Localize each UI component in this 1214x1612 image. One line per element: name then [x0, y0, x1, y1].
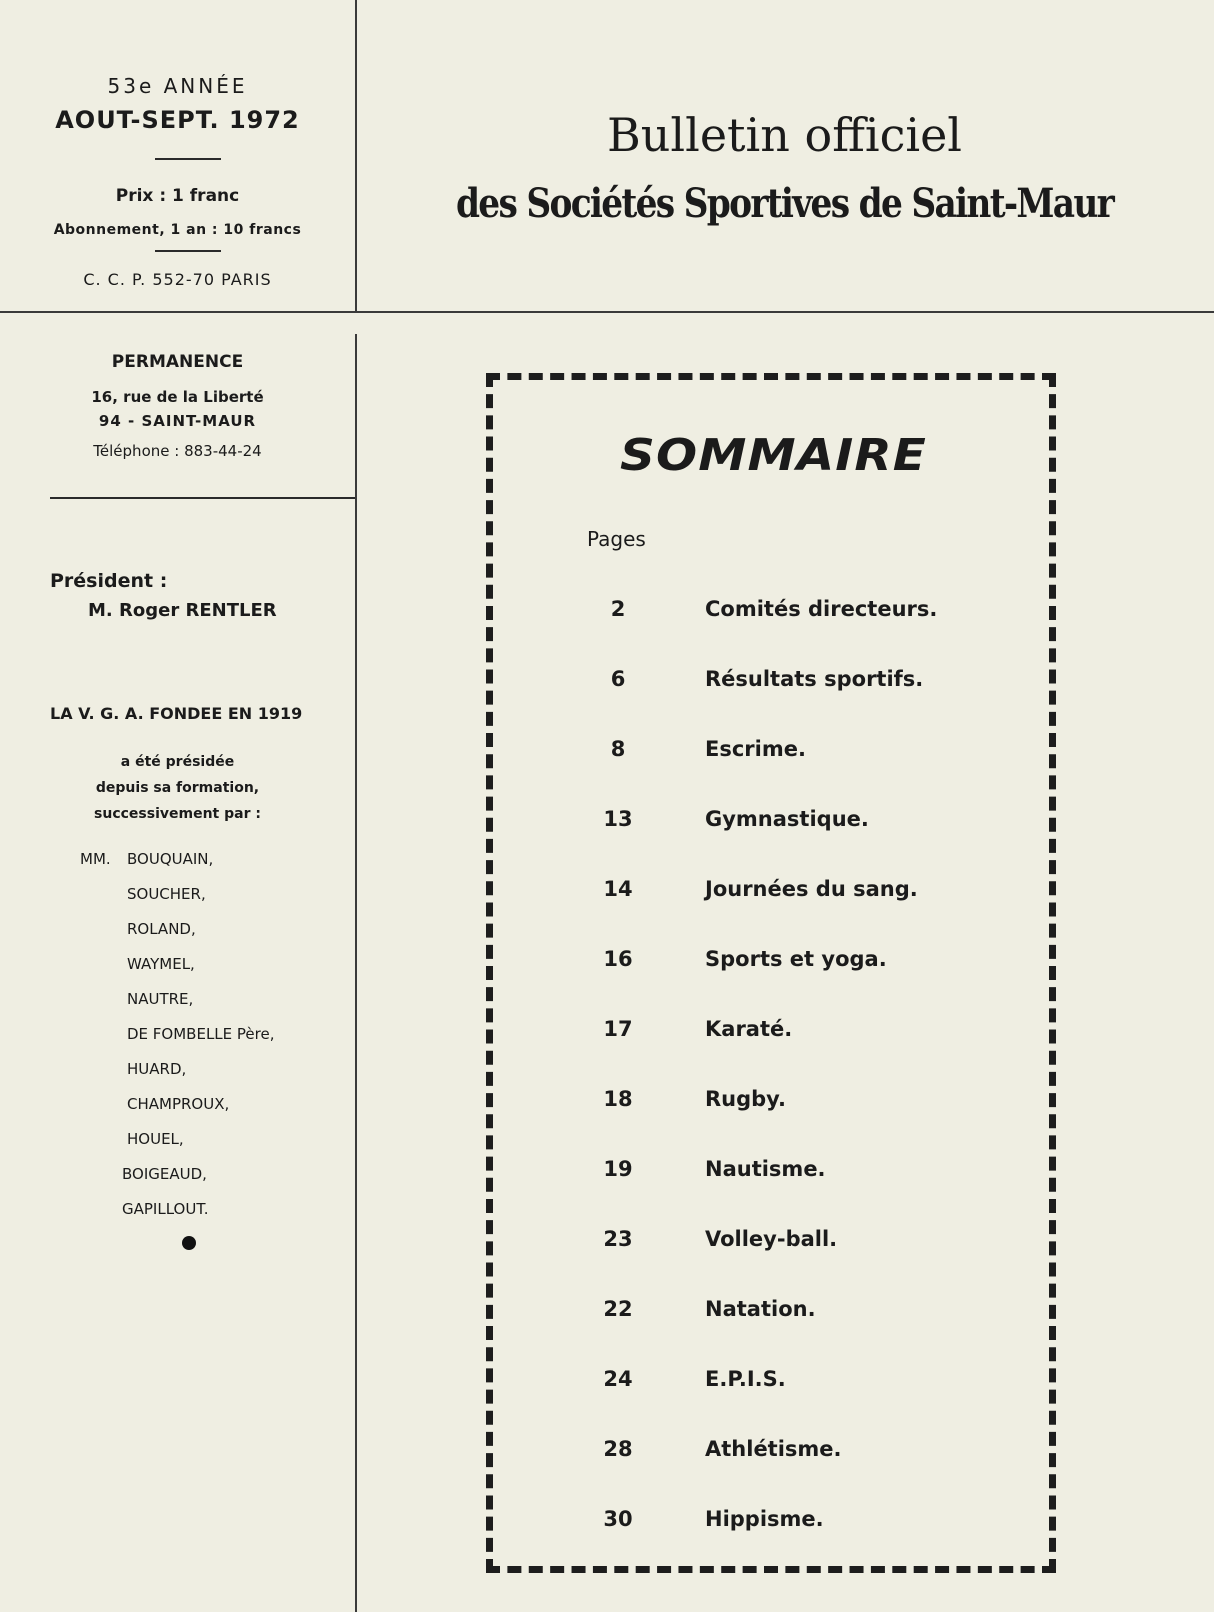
- toc-title: Natation.: [705, 1297, 816, 1321]
- toc-page: 22: [603, 1297, 633, 1321]
- toc-title: Comités directeurs.: [705, 597, 938, 621]
- permanence-divider: [50, 497, 355, 499]
- toc-page: 24: [603, 1367, 633, 1391]
- members-prefix: MM.: [80, 850, 111, 868]
- left-column-divider: [355, 334, 357, 1612]
- history-line-1: a été présidée: [120, 754, 235, 770]
- toc-title: Journées du sang.: [705, 877, 918, 901]
- sommaire-frame: [486, 373, 1056, 1573]
- member-name: NAUTRE,: [127, 990, 194, 1008]
- history-line-3: successivement par :: [94, 806, 261, 822]
- pages-label: Pages: [587, 527, 646, 551]
- member-name: SOUCHER,: [127, 885, 206, 903]
- sommaire-title: SOMMAIRE: [620, 430, 927, 481]
- toc-title: E.P.I.S.: [705, 1367, 786, 1391]
- issue-year: 53e ANNÉE: [107, 74, 248, 98]
- phone: Téléphone : 883-44-24: [93, 442, 262, 460]
- toc-page: 8: [610, 737, 626, 761]
- member-name: DE FOMBELLE Père,: [127, 1025, 275, 1043]
- toc-title: Gymnastique.: [705, 807, 869, 831]
- date-underline: [155, 158, 221, 160]
- toc-page: 17: [603, 1017, 633, 1041]
- toc-title: Résultats sportifs.: [705, 667, 924, 691]
- member-name: ROLAND,: [127, 920, 196, 938]
- toc-page: 19: [603, 1157, 633, 1181]
- founded-line: LA V. G. A. FONDEE EN 1919: [50, 704, 303, 723]
- price-underline: [155, 250, 221, 252]
- president-name: M. Roger RENTLER: [88, 600, 277, 621]
- page-subtitle: des Sociétés Sportives de Saint-Maur: [455, 180, 1114, 227]
- member-name: CHAMPROUX,: [127, 1095, 230, 1113]
- toc-title: Karaté.: [705, 1017, 793, 1041]
- toc-title: Hippisme.: [705, 1507, 824, 1531]
- ccp: C. C. P. 552-70 PARIS: [83, 270, 272, 289]
- bullet-dot-icon: [182, 1236, 196, 1250]
- toc-title: Rugby.: [705, 1087, 786, 1111]
- history-line-2: depuis sa formation,: [95, 780, 260, 796]
- header-divider: [0, 311, 1214, 313]
- subscription: Abonnement, 1 an : 10 francs: [53, 222, 302, 238]
- toc-title: Volley-ball.: [705, 1227, 838, 1251]
- toc-page: 18: [603, 1087, 633, 1111]
- toc-page: 13: [603, 807, 633, 831]
- address-street: 16, rue de la Liberté: [91, 388, 264, 406]
- toc-page: 23: [603, 1227, 633, 1251]
- toc-title: Athlétisme.: [705, 1437, 842, 1461]
- address-city: 94 - SAINT-MAUR: [98, 412, 257, 430]
- member-name: GAPILLOUT.: [122, 1200, 209, 1218]
- toc-title: Escrime.: [705, 737, 806, 761]
- member-name: BOUQUAIN,: [127, 850, 214, 868]
- president-label: Président :: [50, 570, 168, 592]
- member-name: HOUEL,: [127, 1130, 184, 1148]
- member-name: WAYMEL,: [127, 955, 195, 973]
- member-name: BOIGEAUD,: [122, 1165, 207, 1183]
- price: Prix : 1 franc: [115, 186, 240, 206]
- toc-page: 28: [603, 1437, 633, 1461]
- permanence-label: PERMANENCE: [111, 352, 244, 372]
- toc-page: 2: [610, 597, 626, 621]
- toc-page: 30: [603, 1507, 633, 1531]
- page-title: Bulletin officiel: [606, 108, 963, 162]
- toc-title: Nautisme.: [705, 1157, 826, 1181]
- member-name: HUARD,: [127, 1060, 187, 1078]
- toc-title: Sports et yoga.: [705, 947, 887, 971]
- toc-page: 16: [603, 947, 633, 971]
- toc-page: 6: [610, 667, 626, 691]
- issue-date: AOUT-SEPT. 1972: [55, 106, 300, 134]
- toc-page: 14: [603, 877, 633, 901]
